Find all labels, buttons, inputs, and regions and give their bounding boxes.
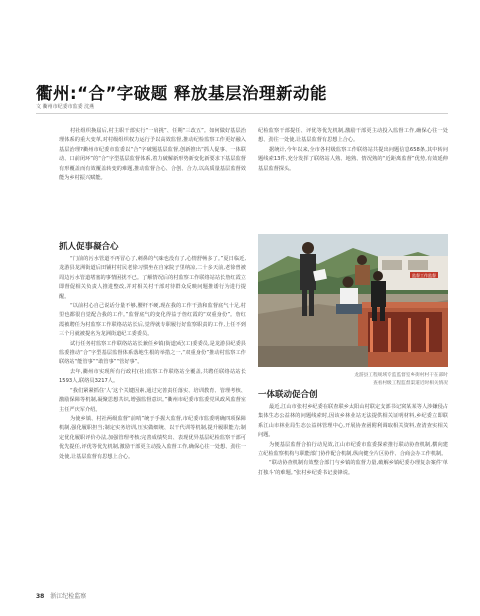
statistics-paragraph: 据统计,今年以来,全市各村级监察工作联络站共提出问题信息658条,其中转问题线索13件,充分发挥了联络站人熟、地熟、情况熟的“近距离监督”优势,有效延伸基层监督探头。 <box>258 146 448 172</box>
right-column-top <box>258 127 448 174</box>
section-heading-1: 抓人促事凝合心 <box>59 242 119 252</box>
continuation-paragraph: 纪检监察干部提任、评优等优先机制,激励干部更主动投入监督工作,确保心往一处想、劲往一处使,让基层监督有思想上合心。 <box>258 128 448 144</box>
title-divider <box>36 113 448 114</box>
photo-sign: 监督工作监督 <box>412 273 436 278</box>
section1-paragraph: 去年,衢州市实现所有行政村(社)监察工作联络站全覆盖,共聘任联络站站长1593人,联络员3217人。 <box>59 368 246 385</box>
section2-paragraph: 最近,江山市张村乡纪委在联查联乡太阳山村联定支部书记窝某某等人涉嫌侵占集体生态公益林的问题线索时,因该乡林业站无法提供相关证明材料,乡纪委立即联系江山市林业局生态公益林管理中心,开展协查函附利调取相关资料,查清查实相关问题。 <box>258 404 448 439</box>
intro-paragraph: 村社组织换届后,村主职干部实行“一肩挑”、任期“三改五”。如何做好基层治理体系的重大变革,对村级组织权力运行予以高效监督,推动纪检监察工作更好融入基层治理?衢州市纪委市监委以“合”字破题基层监督,创新推出“抓人促事、一体联动、口前闭环”的“合”字型基层监督体系,着力破解新形势新变化新要求下基层监督有形覆盖而有效覆盖转变的难题,推动监督合心、合创、合力,以高质量基层监督效能为乡村振兴赋能。 <box>59 128 246 182</box>
page-number: 38 <box>36 593 45 600</box>
section1-paragraph: 为使乡镇、村社两级监督“前哨”统于手握大监督,市纪委市监委明确四项保障机制,强化履职担当;制定实务培训,压实做细统、以干代训等机制,提升履职能力;制定优化履职评价办法,加强管理考核;完善成绩奖出、表现优异基层纪检监察干部可优先提任,评优等优先机制,激励干部更主动投入监督工作,确保心往一处想、劲往一处使,让基层监督有思想上合心。 <box>59 415 246 460</box>
left-column-intro <box>59 127 246 183</box>
left-column-section1 <box>59 255 246 462</box>
caption-line: 查看村级工程监督渠道近时相关情况 <box>372 381 448 386</box>
photo-caption <box>336 372 448 388</box>
section1-paragraph: 试行任务村监察工作联络站站长兼任乡镇(街道)纪(工)委委员,是龙游县纪委县监委推动“合”字型基层监督体系落地生根的举措之一,“双重身份”推动村监察工作联络站“能管事”“敢管事”“管好事”。 <box>59 340 246 366</box>
right-column-section2 <box>258 403 448 478</box>
section2-paragraph: “联动协查机制有效整合部门与乡镇的监督力量,破解乡镇纪委办理复杂案件‘单打独斗’的难题。”张村乡纪委书记姜锋说。 <box>258 460 448 476</box>
section1-paragraph: “我们紧紧抓住‘人’这个关键因素,通过完善责任落实、培训教育、管理考核、激励保障等机制,凝聚思想共识,增强监督意识。”衢州市纪委市监委党风政风监督室主任严庆军介绍。 <box>59 387 246 413</box>
publication-name: 浙江纪检监察 <box>50 593 87 600</box>
caption-line: 龙游县工程规域专监监督室乡街村村干在部时 <box>354 373 448 378</box>
page-footer <box>36 591 86 600</box>
section-heading-2: 一体联动促合创 <box>258 390 318 400</box>
section2-paragraph: 为便基层监督合拍行动见效,江山市纪委市监委探索推行联动协查机制,横向建立纪检监察机构与职能部门协作配合机制,纵向健全片区协作、合商会办工作机制。 <box>258 441 448 458</box>
section1-paragraph: “门前的污水管道不再冒心了,刺鼻的气味也没有了,心情舒畅多了。”夏日临近,龙游县龙洲街道后田铺村村民老徐习惯坐在自家院子里纳凉,二十多天前,老徐曾被周边污水管道堵塞的事情困扰不已。了解情况后的村监察工作联络站站长詹红霞立即督促相关负责人推进整改,并对相关村干部对待群众反映问题推诿行为进行提醒。 <box>59 256 246 300</box>
article-title: 衢州:“合”字破题 释放基层治理新动能 <box>36 84 328 103</box>
section1-paragraph: “以前村心自己说话分量不够,腰杆不硬,现在我的工作干劲和监督底气十足,村里也都很自觉配合我的工作。”监督底气的变化得益于詹红霞的“双重身份”。詹红霞被聘任为村监察工作联络站站长后,觉得就专职履行好监察职责的工作,上任不到三个月就被提名为龙洲街道纪工委委员。 <box>59 303 246 338</box>
article-byline: 文 衢州市纪委市监委 沈燕 <box>36 104 95 110</box>
article-photo <box>258 234 448 367</box>
